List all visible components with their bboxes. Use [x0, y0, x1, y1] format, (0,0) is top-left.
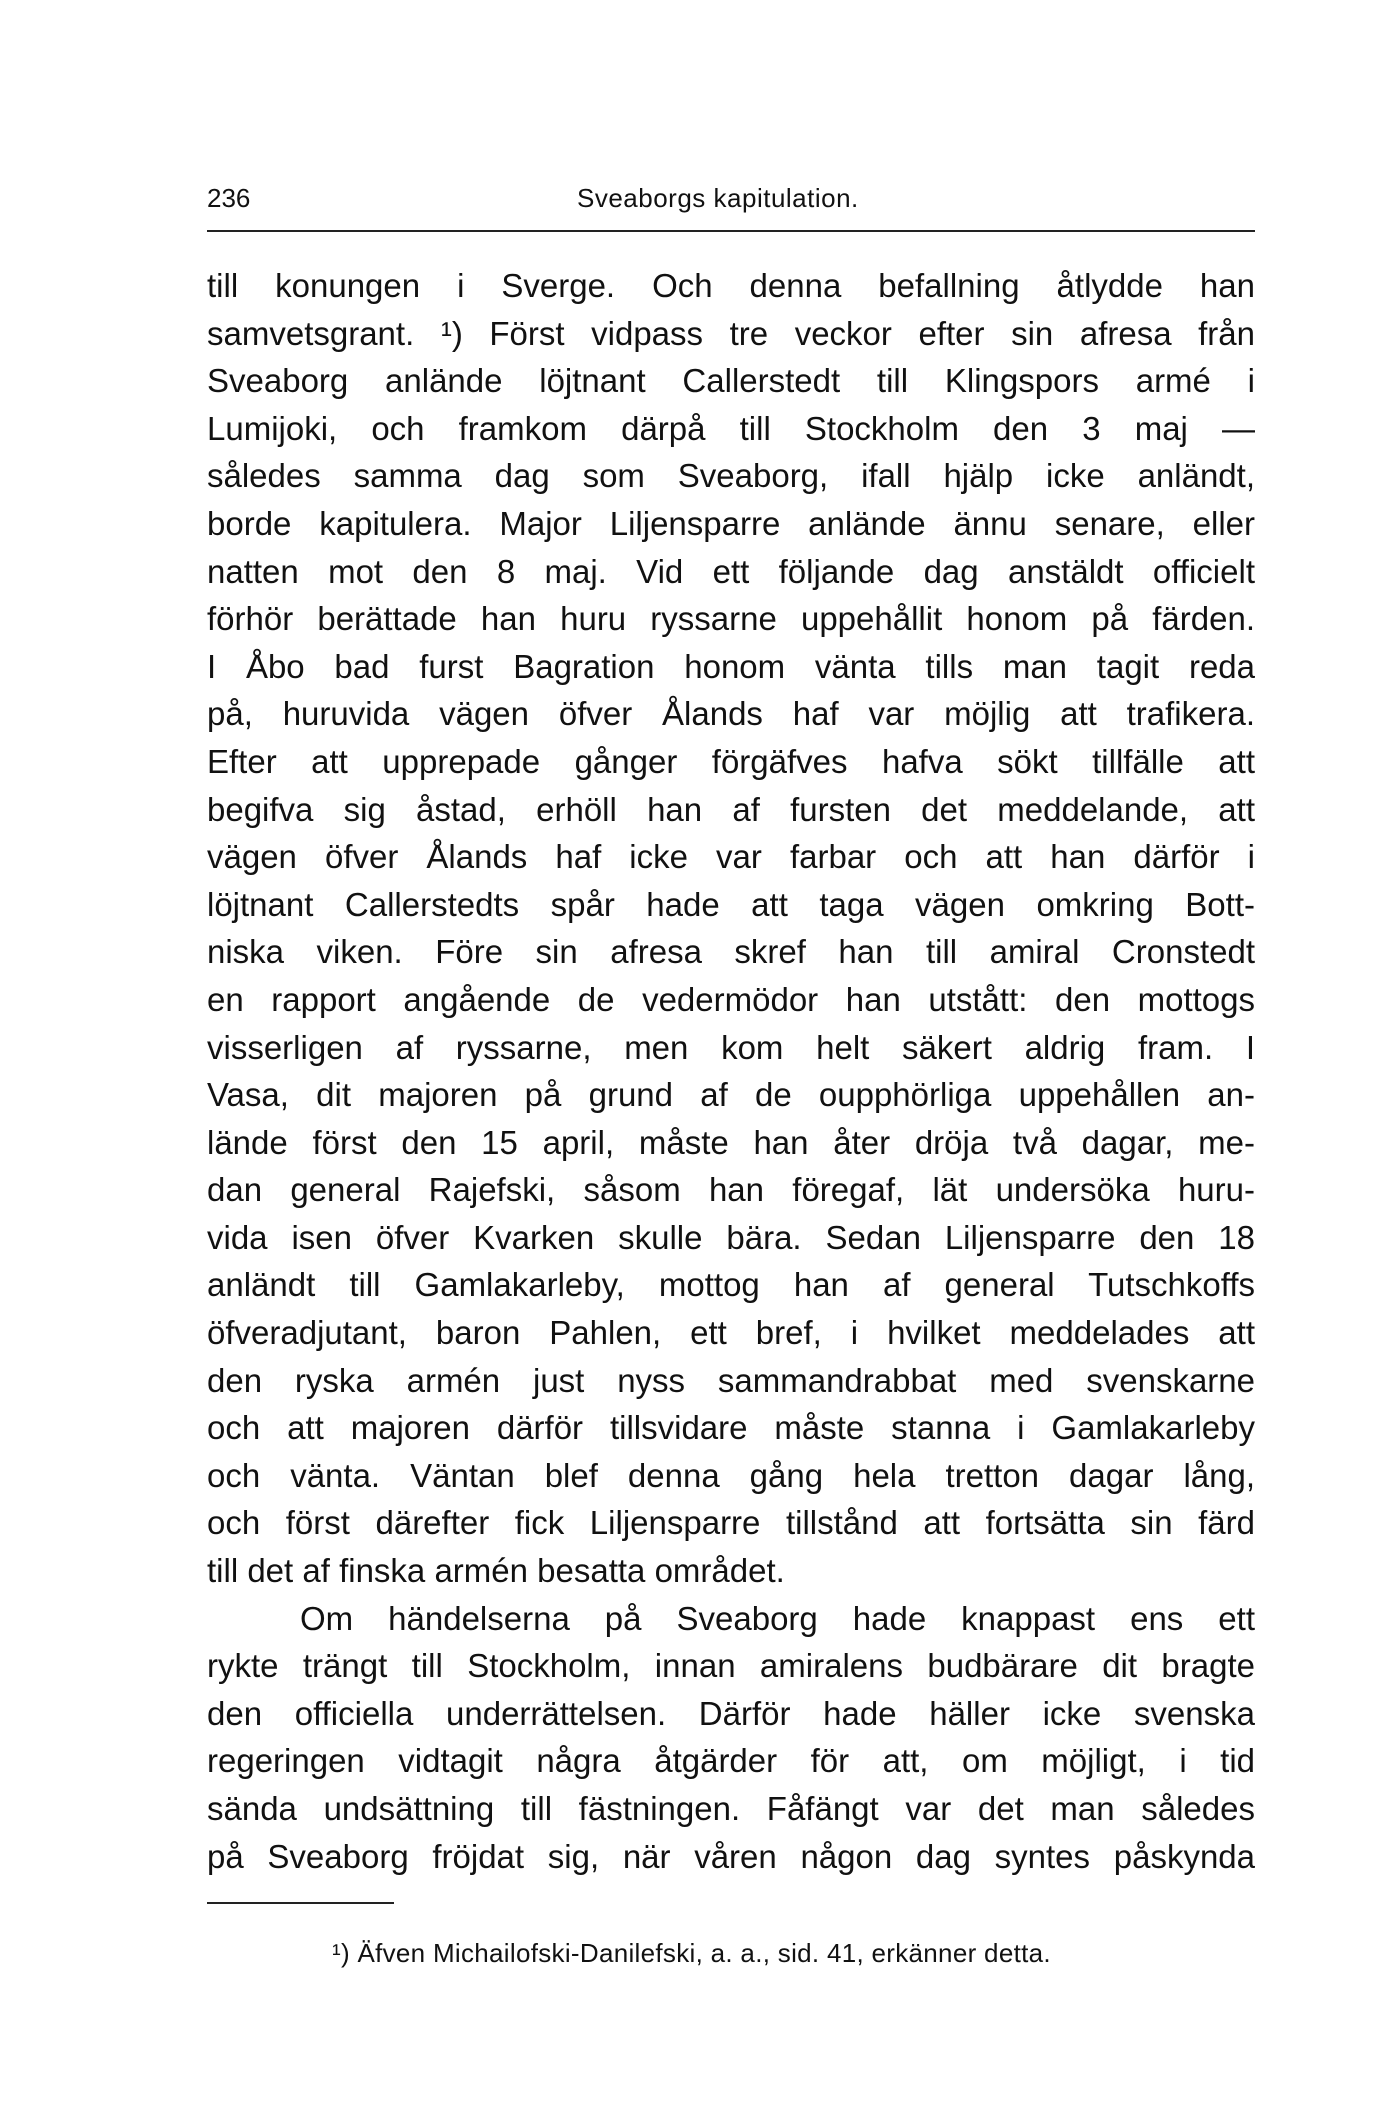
text-line: Vasa, dit majoren på grund af de oupphörliga uppehållen an-	[207, 1076, 1255, 1114]
text-line: den officiella underrättelsen. Därför hade häller icke svenska	[207, 1694, 1255, 1732]
text-line: visserligen af ryssarne, men kom helt säkert aldrig fram. I	[207, 1028, 1255, 1066]
page-number: 236	[207, 183, 251, 213]
text-line: och vänta. Väntan blef denna gång hela tretton dagar lång,	[207, 1456, 1255, 1494]
text-line: natten mot den 8 maj. Vid ett följande dag anstäldt officielt	[207, 552, 1255, 590]
text-line: dan general Rajefski, såsom han föregaf, lät undersöka huru-	[207, 1171, 1255, 1209]
text-line: I Åbo bad furst Bagration honom vänta tills man tagit reda	[207, 647, 1255, 685]
text-line: på, huruvida vägen öfver Ålands haf var möjlig att trafikera.	[207, 695, 1255, 733]
header-rule	[207, 230, 1255, 232]
text-line: vägen öfver Ålands haf icke var farbar och att han därför i	[207, 838, 1255, 876]
text-line: begifva sig åstad, erhöll han af fursten det meddelande, att	[207, 790, 1255, 828]
text-line: vida isen öfver Kvarken skulle bära. Sedan Liljensparre den 18	[207, 1218, 1255, 1256]
text-line: niska viken. Före sin afresa skref han till amiral Cronstedt	[207, 933, 1255, 971]
text-line: Lumijoki, och framkom därpå till Stockholm den 3 maj —	[207, 409, 1255, 447]
text-line: öfveradjutant, baron Pahlen, ett bref, i hvilket meddelades att	[207, 1314, 1255, 1352]
text-line: Sveaborg anlände löjtnant Callerstedt till Klingspors armé i	[207, 362, 1255, 400]
body-text	[207, 262, 1255, 1880]
text-line: en rapport angående de vedermödor han utstått: den mottogs	[207, 980, 1255, 1018]
footnote: ¹) Äfven Michailofski-Danilefski, a. a., sid. 41, erkänner detta.	[332, 1938, 1051, 1968]
running-title: Sveaborgs kapitulation.	[577, 183, 859, 213]
text-line: till konungen i Sverge. Och denna befallning åtlydde han	[207, 267, 1255, 304]
text-line: anländt till Gamlakarleby, mottog han af general Tutschkoffs	[207, 1266, 1255, 1304]
text-line: den ryska armén just nyss sammandrabbat med svenskarne	[207, 1361, 1255, 1399]
text-line: lände först den 15 april, måste han åter dröja två dagar, me-	[207, 1123, 1255, 1161]
running-head	[207, 178, 1255, 218]
text-line: och att majoren därför tillsvidare måste stanna i Gamlakarleby	[207, 1409, 1255, 1447]
text-line: samvetsgrant. ¹) Först vidpass tre veckor efter sin afresa från	[207, 314, 1255, 352]
paragraph	[207, 1595, 1255, 1881]
text-line: rykte trängt till Stockholm, innan amiralens budbärare dit bragte	[207, 1647, 1255, 1685]
text-line: sända undsättning till fästningen. Fåfängt var det man således	[207, 1790, 1255, 1827]
text-line: regeringen vidtagit några åtgärder för att, om möjligt, i tid	[207, 1742, 1255, 1780]
text-line: löjtnant Callerstedts spår hade att taga vägen omkring Bott-	[207, 885, 1255, 923]
text-line: borde kapitulera. Major Liljensparre anlände ännu senare, eller	[207, 504, 1255, 542]
text-line: till det af finska armén besatta området.	[207, 1552, 785, 1590]
text-line: och först därefter fick Liljensparre tillstånd att fortsätta sin färd	[207, 1504, 1255, 1542]
text-line: Efter att upprepade gånger förgäfves hafva sökt tillfälle att	[207, 742, 1255, 780]
text-line: på Sveaborg fröjdat sig, när våren någon dag syntes påskynda	[207, 1837, 1255, 1875]
paragraph	[207, 262, 1255, 1595]
text-line: således samma dag som Sveaborg, ifall hjälp icke anländt,	[207, 457, 1255, 495]
footnote-rule	[207, 1902, 394, 1904]
text-line: förhör berättade han huru ryssarne uppehållit honom på färden.	[207, 600, 1255, 638]
text-line: Om händelserna på Sveaborg hade knappast ens ett	[300, 1599, 1255, 1637]
paragraphs	[207, 262, 1255, 1880]
